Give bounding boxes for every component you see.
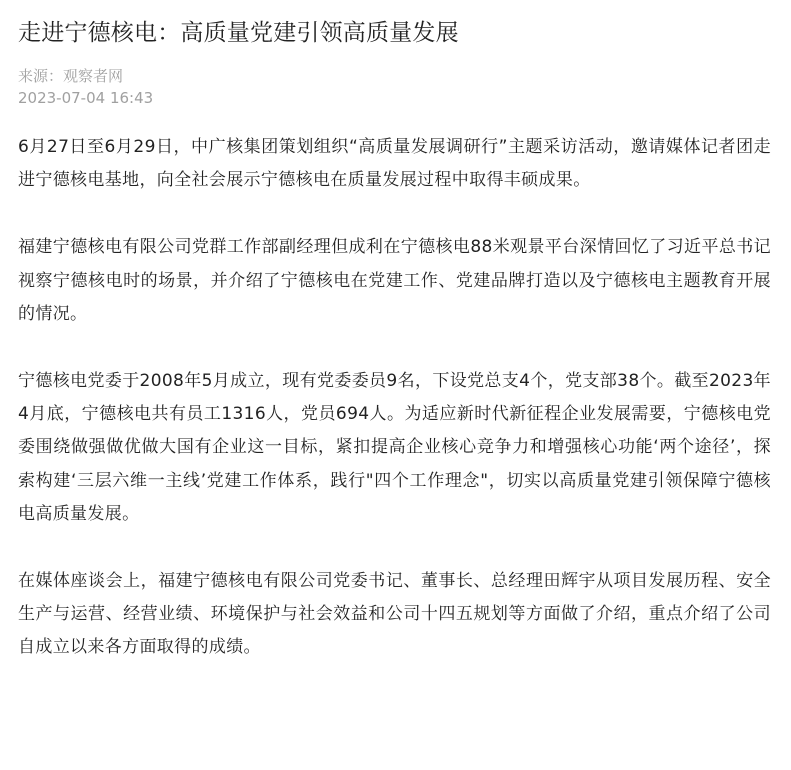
article-source: 来源：观察者网 [18,67,124,85]
article-paragraph: 福建宁德核电有限公司党群工作部副经理但成利在宁德核电88米观景平台深情回忆了习近平总书记视察宁德核电时的场景，并介绍了宁德核电在党建工作、党建品牌打造以及宁德核电主题教育开展的情况。 [18,237,771,324]
article-paragraph: 6月27日至6月29日，中广核集团策划组织“高质量发展调研行”主题采访活动，邀请媒体记者团走进宁德核电基地，向全社会展示宁德核电在质量发展过程中取得丰硕成果。 [18,137,771,191]
article-paragraph: 宁德核电党委于2008年5月成立，现有党委委员9名，下设党总支4个，党支部38个。截至2023年4月底，宁德核电共有员工1316人，党员694人。为适应新时代新征程企业发展需要，宁德核电党委围绕做强做优做大国有企业这一目标，紧扣提高企业核心竞争力和增强核心功能‘两个途径’，探索构建‘三层六维一主线’党建工作体系，践行"四个工作理念"，切实以高质量党建引领保障宁德核电高质量发展。 [18,371,771,524]
article-paragraph: 在媒体座谈会上，福建宁德核电有限公司党委书记、董事长、总经理田辉宇从项目发展历程、安全生产与运营、经营业绩、环境保护与社会效益和公司十四五规划等方面做了介绍，重点介绍了公司自成立以来各方面取得的成绩。 [18,571,771,658]
article-datetime: 2023-07-04 16:43 [18,89,154,107]
article-meta [18,65,771,109]
article-body [18,131,771,665]
article-title: 走进宁德核电：高质量党建引领高质量发展 [18,20,459,46]
